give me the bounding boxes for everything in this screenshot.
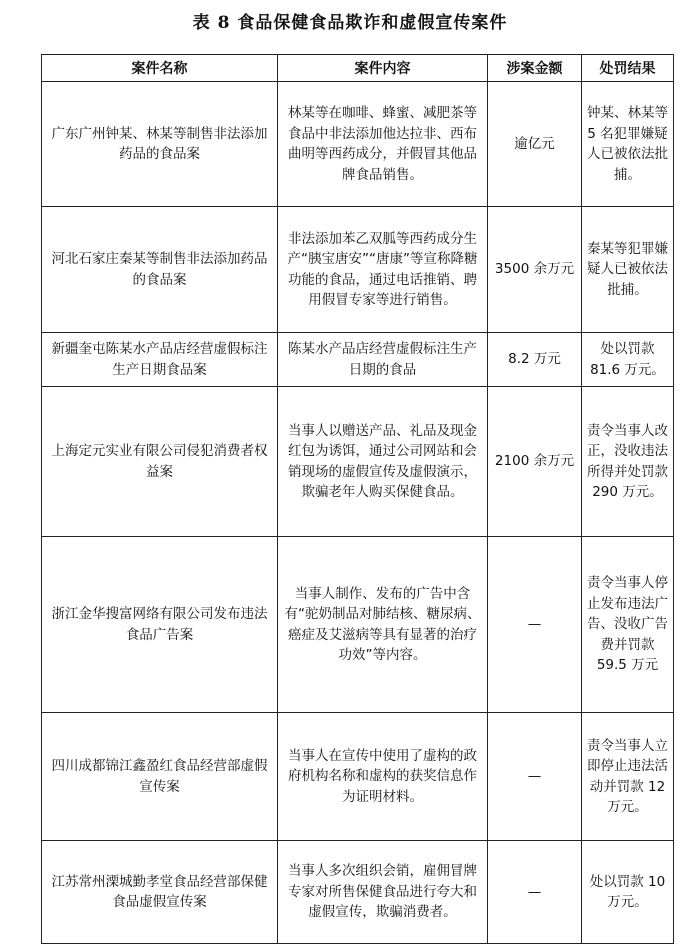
penalty-cell: 责令当事人改正，没收违法所得并处罚款 290 万元。 xyxy=(582,387,674,537)
table-row xyxy=(42,82,674,207)
case-name-cell: 四川成都锦江鑫盈红食品经营部虚假宣传案 xyxy=(42,713,278,841)
case-content-cell: 当事人多次组织会销，雇佣冒牌专家对所售保健食品进行夸大和虚假宣传，欺骗消费者。 xyxy=(278,841,488,944)
header-penalty: 处罚结果 xyxy=(582,55,674,82)
penalty-cell: 责令当事人停止发布违法广告、没收广告费并罚款 59.5 万元 xyxy=(582,537,674,713)
case-content-cell: 林某等在咖啡、蜂蜜、减肥茶等食品中非法添加他达拉非、西布曲明等西药成分，并假冒其他品牌食品销售。 xyxy=(278,82,488,207)
case-content-cell: 当事人在宣传中使用了虚构的政府机构名称和虚构的获奖信息作为证明材料。 xyxy=(278,713,488,841)
header-amount: 涉案金额 xyxy=(488,55,582,82)
table-header-row xyxy=(42,55,674,82)
penalty-cell: 处以罚款 81.6 万元。 xyxy=(582,333,674,387)
table-row xyxy=(42,841,674,944)
table-row xyxy=(42,333,674,387)
table-row xyxy=(42,537,674,713)
amount-cell: 逾亿元 xyxy=(488,82,582,207)
case-name-cell: 上海定元实业有限公司侵犯消费者权益案 xyxy=(42,387,278,537)
amount-cell: — xyxy=(488,713,582,841)
amount-cell: 8.2 万元 xyxy=(488,333,582,387)
table-row xyxy=(42,207,674,333)
penalty-cell: 处以罚款 10 万元。 xyxy=(582,841,674,944)
amount-cell: — xyxy=(488,841,582,944)
case-content-cell: 当事人以赠送产品、礼品及现金红包为诱饵，通过公司网站和会销现场的虚假宣传及虚假演示，欺骗老年人购买保健食品。 xyxy=(278,387,488,537)
header-case-content: 案件内容 xyxy=(278,55,488,82)
case-name-cell: 广东广州钟某、林某等制售非法添加药品的食品案 xyxy=(42,82,278,207)
penalty-cell: 钟某、林某等 5 名犯罪嫌疑人已被依法批捕。 xyxy=(582,82,674,207)
amount-cell: — xyxy=(488,537,582,713)
case-content-cell: 当事人制作、发布的广告中含有“驼奶制品对肺结核、糖尿病、癌症及艾滋病等具有显著的治疗功效”等内容。 xyxy=(278,537,488,713)
case-name-cell: 河北石家庄秦某等制售非法添加药品的食品案 xyxy=(42,207,278,333)
amount-cell: 2100 余万元 xyxy=(488,387,582,537)
header-case-name: 案件名称 xyxy=(42,55,278,82)
table-title: 表 8 食品保健食品欺诈和虚假宣传案件 xyxy=(192,13,508,33)
penalty-cell: 秦某等犯罪嫌疑人已被依法批捕。 xyxy=(582,207,674,333)
case-name-cell: 浙江金华搜富网络有限公司发布违法食品广告案 xyxy=(42,537,278,713)
case-name-cell: 新疆奎屯陈某水产品店经营虚假标注生产日期食品案 xyxy=(42,333,278,387)
penalty-cell: 责令当事人立即停止违法活动并罚款 12 万元。 xyxy=(582,713,674,841)
table-row xyxy=(42,387,674,537)
table-row xyxy=(42,713,674,841)
case-content-cell: 陈某水产品店经营虚假标注生产日期的食品 xyxy=(278,333,488,387)
case-name-cell: 江苏常州溧城勤孝堂食品经营部保健食品虚假宣传案 xyxy=(42,841,278,944)
amount-cell: 3500 余万元 xyxy=(488,207,582,333)
cases-table xyxy=(41,54,674,944)
case-content-cell: 非法添加苯乙双胍等西药成分生产“胰宝唐安”“唐康”等宣称降糖功能的食品，通过电话推销、聘用假冒专家等进行销售。 xyxy=(278,207,488,333)
